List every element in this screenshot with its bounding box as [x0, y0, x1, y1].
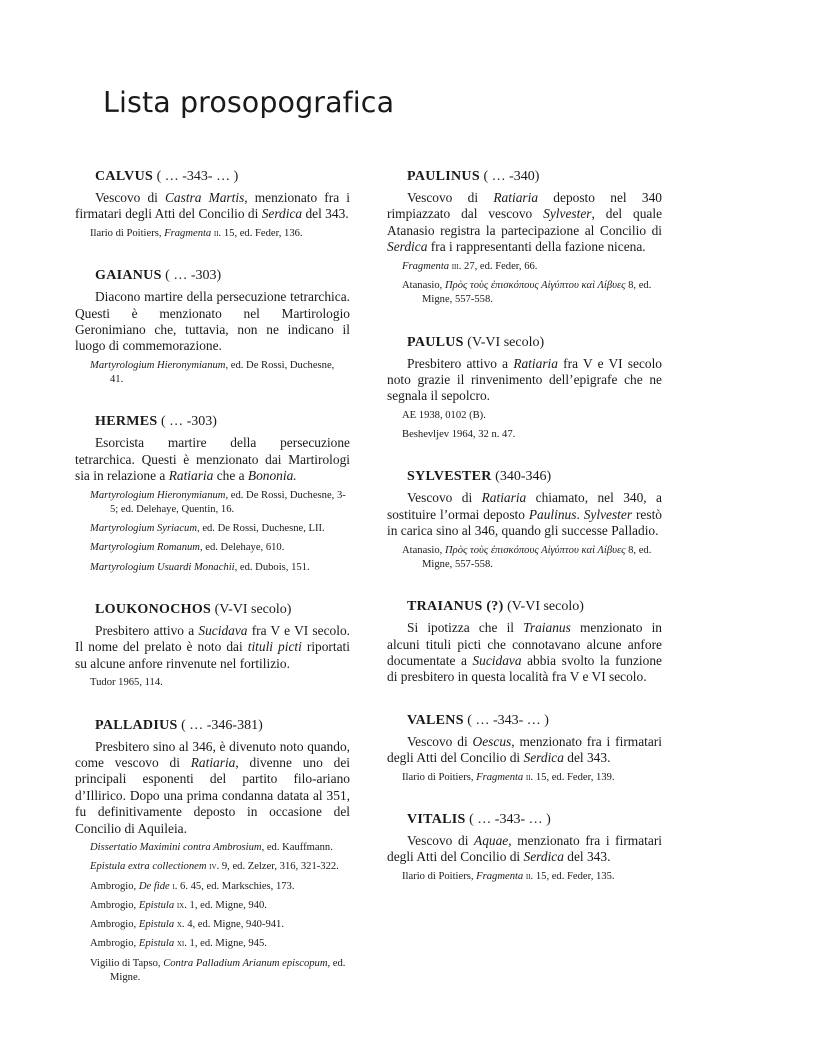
text-run: ii — [211, 227, 219, 239]
text-run: Ilario di Poitiers, — [402, 771, 477, 783]
reference-list — [387, 771, 662, 785]
text-run: Oescus — [472, 733, 512, 749]
prosopography-entry — [387, 711, 662, 785]
text-run: Vescovo di — [407, 190, 494, 205]
text-run: Ambrogio, — [90, 919, 139, 931]
entry-name: PAULUS — [407, 334, 464, 350]
entry-description — [75, 435, 350, 484]
text-run: , menzionato fra i firmatari degli Atti del Concilio di — [387, 733, 662, 766]
entry-dates: ( … -303) — [161, 268, 222, 284]
text-run: Fragmenta — [476, 870, 524, 882]
text-run: fra V e VI secolo noto grazie il rinvenimento dell’epigrafe che ne segnala il sepolcro. — [387, 355, 662, 404]
text-run: , divenne uno dei principali esponenti del partito filo-ariano d’Illirico. Dopo una prima condanna datata al 351, fu definitivamente deposto in occasione del Concilio di Aquileia. — [75, 754, 350, 836]
text-run: , menzionato fra i firmatari degli Atti del Concilio di — [75, 190, 350, 222]
text-run: Paulinus — [528, 506, 577, 522]
text-run: deposto nel 340 rimpiazzato dal vescovo — [387, 190, 662, 222]
text-run: Vescovo di — [407, 832, 475, 848]
text-run: Serdica — [523, 750, 564, 766]
reference-item — [75, 899, 350, 913]
entry-name: SYLVESTER — [407, 469, 492, 485]
reference-list — [75, 227, 350, 241]
text-run: abbia svolto la funzione di presbitero in questa località fra V e VI secolo. — [387, 652, 662, 685]
entry-name: GAIANUS — [95, 268, 162, 284]
entry-name: PAULINUS — [407, 169, 480, 184]
prosopography-entry — [387, 467, 662, 572]
reference-list — [75, 489, 350, 575]
prosopography-entry — [75, 412, 350, 575]
text-run: iv — [206, 861, 217, 873]
reference-item — [75, 522, 350, 536]
text-run: Contra Palladium Arianum episcopum — [163, 957, 328, 969]
text-run: , ed. Migne. — [110, 957, 346, 984]
prosopography-entry — [75, 600, 350, 691]
reference-list — [387, 260, 662, 308]
text-run: Serdica — [523, 849, 564, 865]
entry-description — [387, 620, 662, 686]
text-run: Epistula — [138, 938, 175, 950]
text-run: . 9, ed. Zelzer, 316, 321-322. — [216, 861, 339, 873]
entry-dates: (V-VI secolo) — [503, 599, 584, 615]
entry-dates: (V-VI secolo) — [211, 602, 292, 618]
text-run: ii — [523, 870, 531, 882]
text-run: Atanasio, — [402, 279, 445, 291]
text-run: xi — [174, 938, 185, 950]
text-run: del 343. — [563, 849, 611, 865]
prosopography-entry — [75, 266, 350, 387]
reference-item — [75, 359, 350, 388]
reference-item — [75, 841, 350, 855]
text-run: Epistula extra collectionem — [90, 861, 207, 873]
text-run: , ed. Dubois, 151. — [234, 561, 310, 573]
text-run: Vescovo di — [407, 733, 473, 749]
entry-name: TRAIANUS (?) — [407, 599, 504, 615]
text-run: Presbitero attivo a — [407, 355, 514, 371]
text-run: iii — [449, 260, 459, 272]
text-run: Traianus — [523, 620, 571, 636]
text-run: Ilario di Poitiers, — [402, 870, 477, 882]
text-run: Ratiaria — [493, 190, 539, 205]
entry-description — [75, 190, 350, 223]
entry-heading — [387, 167, 662, 186]
text-run: . — [576, 506, 584, 522]
reference-list — [387, 544, 662, 573]
text-run: , ed. Kauffmann. — [261, 841, 333, 853]
text-run: , ed. De Rossi, Duchesne, 3-5; ed. Delehaye, Quentin, 16. — [110, 489, 346, 515]
text-run: . 15, ed. Feder, 136. — [218, 227, 303, 239]
text-run: Martyrologium Usuardi Monachii — [90, 561, 235, 573]
reference-list — [75, 841, 350, 985]
entry-description — [387, 356, 662, 405]
entry-dates: ( … -343- … ) — [465, 811, 551, 827]
text-run: tituli picti — [247, 639, 302, 655]
text-run: Diacono martire della persecuzione tetrarchica. Questi è menzionato nel Martirologio Geronimiano che, tuttavia, non ne indicano il luogo di commemorazione. — [75, 289, 350, 354]
text-run: Presbitero sino al 346, è divenuto noto quando, come vescovo di — [75, 738, 350, 770]
prosopography-entry — [387, 597, 662, 686]
text-run: De fide — [138, 880, 170, 892]
text-run: . 15, ed. Feder, 135. — [530, 870, 615, 882]
text-run: Martyrologium Hieronymianum — [90, 489, 226, 501]
text-run: Ratiaria — [481, 490, 527, 506]
text-run: Epistula — [138, 919, 175, 931]
text-run: Ambrogio, — [90, 899, 139, 911]
reference-item — [387, 409, 662, 423]
text-run: . 1, ed. Migne, 940. — [184, 899, 267, 911]
reference-item — [75, 860, 350, 874]
prosopography-entry — [387, 167, 662, 308]
text-run: Fragmenta — [164, 227, 212, 239]
entry-description — [387, 833, 662, 866]
entry-heading — [387, 810, 662, 829]
reference-list — [75, 676, 350, 690]
entry-heading — [75, 412, 350, 431]
reference-list — [387, 870, 662, 884]
text-run: che a — [213, 468, 248, 484]
prosopography-entry — [75, 716, 350, 986]
reference-item — [75, 676, 350, 690]
reference-item — [75, 561, 350, 575]
text-run: del 343. — [302, 206, 349, 222]
text-run: fra V e VI secolo. Il nome del prelato è noto dai — [75, 623, 350, 655]
text-run: . 4, ed. Migne, 940-941. — [181, 919, 285, 931]
text-run: Dissertatio Maximini contra Ambrosium — [90, 841, 262, 853]
text-run: Presbitero attivo a — [95, 623, 199, 639]
text-run: Sucidava — [472, 652, 522, 668]
text-run: Serdica — [387, 239, 428, 255]
text-run: 8, ed. Migne, 557-558. — [422, 279, 652, 306]
text-run: Serdica — [261, 206, 303, 222]
entry-heading — [75, 716, 350, 735]
entry-description — [387, 734, 662, 767]
text-run: menzionato in alcuni tituli picti che connotavano alcune anfore documentate a — [387, 620, 662, 668]
reference-item — [387, 428, 662, 442]
entry-dates: ( … -343- … ) — [463, 712, 549, 728]
text-run: Ratiaria — [190, 754, 236, 770]
entry-dates: (340-346) — [491, 469, 552, 485]
entry-name: LOUKONOCHOS — [95, 602, 212, 618]
text-run: , ed. De Rossi, Duchesne, 41. — [110, 359, 335, 386]
text-run: Sucidava — [198, 623, 248, 639]
text-run: Castra Martis — [165, 190, 245, 205]
text-run: Πρὸς τοὺς ἐπισκόπους Αἰγύπτου καὶ Λίβυες — [444, 279, 626, 291]
text-run: Si ipotizza che il — [407, 620, 524, 636]
text-run: Ratiaria — [168, 468, 214, 484]
reference-item — [387, 870, 662, 884]
entry-heading — [387, 333, 662, 352]
page-title: Lista prosopografica — [103, 86, 395, 119]
entry-description — [75, 623, 350, 672]
text-run: Ratiaria — [513, 355, 558, 371]
text-run: Epistula — [138, 899, 175, 911]
entry-description — [75, 289, 350, 355]
text-run: chiamato, nel 340, a sostituire l’ormai deposto — [387, 490, 662, 522]
entry-description — [75, 739, 350, 837]
text-run: . 6. 45, ed. Markschies, 173. — [174, 880, 295, 892]
text-run: . 1, ed. Migne, 945. — [184, 938, 267, 950]
text-run: del 343. — [563, 750, 611, 766]
entry-heading — [387, 597, 662, 616]
entry-dates: ( … -303) — [157, 414, 217, 430]
reference-item — [75, 918, 350, 932]
right-column — [387, 167, 662, 909]
text-run: Sylvester — [583, 506, 633, 522]
text-run: Esorcista martire della persecuzione tetrarchica. Questi è menzionato dai Martirologi sia in relazione a — [75, 435, 350, 484]
entry-name: HERMES — [95, 414, 158, 430]
reference-item — [75, 957, 350, 986]
text-run: , menzionato fra i firmatari degli Atti del Concilio di — [387, 832, 662, 865]
text-run: Martyrologium Romanum — [90, 542, 200, 554]
entry-name: PALLADIUS — [95, 717, 178, 733]
text-run: Martyrologium Hieronymianum — [90, 359, 226, 371]
text-run: Tudor 1965, 114. — [90, 677, 163, 689]
text-run: Bononia. — [247, 468, 297, 484]
reference-item — [387, 279, 662, 308]
text-run: AE 1938, 0102 (B). — [402, 409, 486, 421]
text-run: Ambrogio, — [90, 880, 139, 892]
text-run: ii — [523, 771, 531, 783]
text-run: fra i rappresentanti della fazione nicena. — [427, 239, 646, 255]
text-run: Aquae — [474, 832, 509, 848]
text-run: Atanasio, — [402, 544, 445, 556]
text-run: Ambrogio, — [90, 938, 139, 950]
text-run: Martyrologium Syriacum — [90, 523, 198, 535]
reference-list — [75, 359, 350, 388]
reference-item — [387, 544, 662, 573]
text-run: , del quale Atanasio registra la partecipazione al Concilio di — [387, 206, 663, 238]
text-run: Vescovo di — [95, 190, 165, 205]
reference-item — [387, 771, 662, 785]
reference-item — [387, 260, 662, 274]
entry-dates: (V-VI secolo) — [463, 334, 545, 350]
text-run: x — [174, 919, 182, 931]
text-run: i — [169, 880, 175, 892]
prosopography-entry — [75, 167, 350, 241]
entry-description — [387, 190, 662, 256]
entry-dates: ( … -340) — [479, 169, 540, 184]
entry-description — [387, 490, 662, 539]
entry-name: CALVUS — [95, 169, 154, 184]
entry-name: VITALIS — [407, 811, 466, 827]
text-run: ix — [174, 899, 185, 911]
text-run: restò in carica sino al 346, quando gli successe Palladio. — [387, 506, 662, 539]
entry-name: VALENS — [407, 712, 464, 728]
text-run: Beshevljev 1964, 32 n. 47. — [402, 429, 516, 441]
prosopography-entry — [387, 333, 662, 443]
entry-heading — [387, 711, 662, 730]
text-run: Fragmenta — [402, 260, 450, 272]
reference-item — [75, 880, 350, 894]
reference-item — [75, 937, 350, 951]
entry-heading — [75, 266, 350, 285]
reference-item — [75, 227, 350, 241]
text-run: . 27, ed. Feder, 66. — [458, 260, 538, 272]
entry-heading — [387, 467, 662, 486]
text-run: Fragmenta — [476, 771, 524, 783]
left-column — [75, 167, 350, 1010]
entry-dates: ( … -343- … ) — [153, 169, 239, 184]
reference-item — [75, 489, 350, 518]
text-run: Vigilio di Tapso, — [90, 957, 164, 969]
text-run: , ed. Delehaye, 610. — [199, 542, 285, 554]
text-run: . 15, ed. Feder, 139. — [530, 771, 615, 783]
entry-dates: ( … -346-381) — [177, 717, 263, 733]
text-run: Πρὸς τοὺς ἐπισκόπους Αἰγύπτου καὶ Λίβυες — [444, 544, 626, 556]
text-run: Vescovo di — [407, 490, 482, 506]
reference-item — [75, 541, 350, 555]
text-run: , ed. De Rossi, Duchesne, LII. — [197, 523, 325, 535]
text-run: Sylvester — [543, 206, 592, 222]
text-run: riportati su alcune anfore rinvenute nel fortilizio. — [75, 639, 350, 671]
entry-heading — [75, 167, 350, 186]
reference-list — [387, 409, 662, 443]
text-run: 8, ed. Migne, 557-558. — [422, 544, 652, 570]
prosopography-entry — [387, 810, 662, 884]
entry-heading — [75, 600, 350, 619]
text-run: Ilario di Poitiers, — [90, 227, 165, 239]
